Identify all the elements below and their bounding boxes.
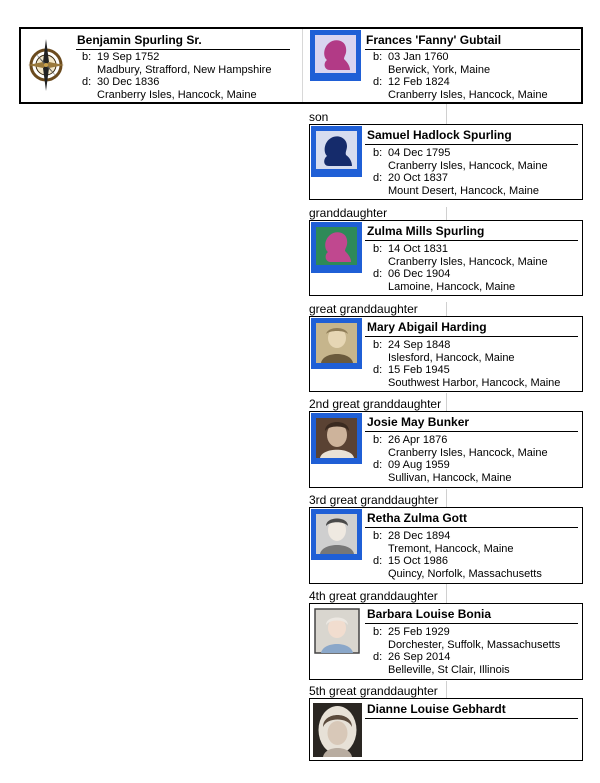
death-place: Sullivan, Hancock, Maine [388, 471, 512, 484]
birth-label: b: [373, 243, 383, 255]
person-name: Retha Zulma Gott [367, 511, 468, 525]
death-date: 20 Oct 1837 [388, 172, 448, 184]
person-name: Josie May Bunker [367, 415, 470, 429]
name-underline [365, 144, 578, 145]
birth-place: Dorchester, Suffolk, Massachusetts [388, 638, 561, 651]
birth-label: b: [373, 434, 383, 446]
death-label: d: [373, 172, 383, 184]
birth-label: b: [373, 626, 383, 638]
person-card[interactable] [309, 698, 583, 761]
death-date: 15 Oct 1986 [388, 555, 448, 567]
life-facts [373, 530, 542, 580]
name-underline [365, 623, 578, 624]
life-facts [373, 243, 548, 293]
person-card[interactable] [309, 603, 583, 680]
husband-card[interactable] [21, 29, 301, 102]
connector-line [446, 104, 447, 124]
death-label: d: [373, 459, 383, 471]
death-place: Mount Desert, Hancock, Maine [388, 184, 540, 197]
name-underline [365, 431, 578, 432]
female-silhouette-icon [310, 30, 361, 81]
portrait-photo-icon [311, 413, 362, 464]
death-date: 06 Dec 1904 [388, 268, 451, 280]
person-name: Benjamin Spurling Sr. [77, 33, 202, 47]
death-date: 30 Dec 1836 [97, 76, 160, 88]
death-date: 26 Sep 2014 [388, 651, 451, 663]
portrait-photo-icon [313, 607, 361, 655]
portrait-photo-icon [313, 703, 362, 757]
couple-box [19, 27, 583, 104]
name-underline [365, 49, 580, 50]
name-underline [76, 49, 290, 50]
person-card[interactable] [309, 411, 583, 488]
portrait-photo-icon [311, 318, 362, 369]
life-facts [373, 147, 548, 197]
death-label: d: [373, 364, 383, 376]
name-underline [365, 527, 578, 528]
death-label: d: [82, 76, 92, 88]
relation-label: 3rd great granddaughter [309, 493, 439, 507]
person-name: Dianne Louise Gebhardt [367, 702, 506, 716]
wife-card[interactable] [310, 29, 580, 102]
birth-date: 14 Oct 1831 [388, 243, 448, 255]
birth-place: Cranberry Isles, Hancock, Maine [388, 446, 548, 459]
death-place: Lamoine, Hancock, Maine [388, 280, 516, 293]
name-underline [365, 718, 578, 719]
connector-line [446, 207, 447, 221]
life-facts [373, 339, 560, 389]
birth-label: b: [373, 147, 383, 159]
death-place: Cranberry Isles, Hancock, Maine [97, 88, 257, 101]
death-date: 09 Aug 1959 [388, 459, 450, 471]
death-date: 12 Feb 1824 [388, 76, 450, 88]
male-silhouette-icon [311, 126, 362, 177]
birth-label: b: [373, 51, 383, 63]
name-underline [365, 240, 578, 241]
portrait-photo-icon [311, 509, 362, 560]
relation-label: granddaughter [309, 206, 388, 220]
death-place: Belleville, St Clair, Illinois [388, 663, 510, 676]
connector-line [446, 584, 447, 603]
relation-label: 2nd great granddaughter [309, 397, 442, 411]
death-place: Southwest Harbor, Hancock, Maine [388, 376, 561, 389]
person-name: Samuel Hadlock Spurling [367, 128, 512, 142]
birth-place: Islesford, Hancock, Maine [388, 351, 515, 364]
life-facts [373, 51, 548, 101]
birth-date: 25 Feb 1929 [388, 626, 450, 638]
person-card[interactable] [309, 124, 583, 200]
death-date: 15 Feb 1945 [388, 364, 450, 376]
birth-date: 04 Dec 1795 [388, 147, 451, 159]
birth-date: 26 Apr 1876 [388, 434, 448, 446]
death-label: d: [373, 555, 383, 567]
person-name: Barbara Louise Bonia [367, 607, 492, 621]
person-card[interactable] [309, 316, 583, 392]
birth-place: Tremont, Hancock, Maine [388, 542, 514, 555]
compass-rose-icon [26, 33, 66, 97]
death-label: d: [373, 268, 383, 280]
person-card[interactable] [309, 507, 583, 584]
relation-label: great granddaughter [309, 302, 418, 316]
couple-divider [302, 29, 303, 102]
female-silhouette-icon [311, 222, 362, 273]
person-name: Frances 'Fanny' Gubtail [366, 33, 502, 47]
birth-label: b: [82, 51, 92, 63]
life-facts [82, 51, 271, 101]
birth-place: Berwick, York, Maine [388, 63, 491, 76]
death-label: d: [373, 651, 383, 663]
birth-label: b: [373, 530, 383, 542]
connector-line [446, 681, 447, 698]
person-name: Mary Abigail Harding [367, 320, 487, 334]
birth-place: Madbury, Strafford, New Hampshire [97, 63, 272, 76]
connector-line [446, 393, 447, 412]
birth-date: 19 Sep 1752 [97, 51, 160, 63]
relation-label: 5th great granddaughter [309, 684, 438, 698]
birth-place: Cranberry Isles, Hancock, Maine [388, 255, 548, 268]
death-place: Quincy, Norfolk, Massachusetts [388, 567, 542, 580]
birth-date: 28 Dec 1894 [388, 530, 451, 542]
birth-date: 03 Jan 1760 [388, 51, 449, 63]
death-label: d: [373, 76, 383, 88]
life-facts [373, 434, 548, 484]
person-card[interactable] [309, 220, 583, 296]
person-name: Zulma Mills Spurling [367, 224, 485, 238]
birth-place: Cranberry Isles, Hancock, Maine [388, 159, 548, 172]
birth-date: 24 Sep 1848 [388, 339, 451, 351]
name-underline [365, 336, 578, 337]
connector-line [446, 489, 447, 508]
life-facts [373, 626, 560, 676]
connector-line [446, 302, 447, 317]
relation-label: 4th great granddaughter [309, 589, 438, 603]
death-place: Cranberry Isles, Hancock, Maine [388, 88, 548, 101]
relation-label: son [309, 110, 329, 124]
birth-label: b: [373, 339, 383, 351]
